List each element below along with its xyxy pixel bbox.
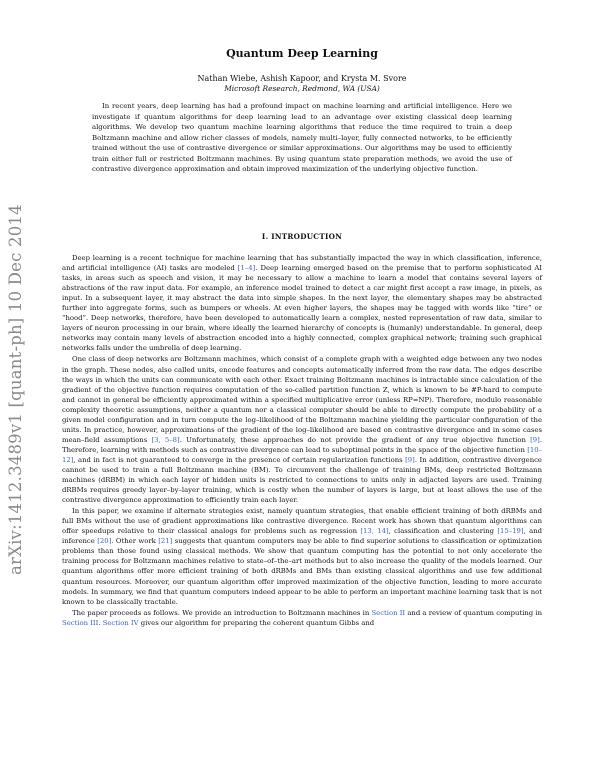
- citation-link[interactable]: [9]: [405, 455, 415, 464]
- section-link[interactable]: Section III: [62, 618, 99, 627]
- citation-link[interactable]: [20]: [97, 537, 112, 546]
- abstract: In recent years, deep learning has had a profound impact on machine learning and artificial intelligence. Here we investigate if quantum algorithms for deep learning lead to an advantage over existing classical deep learning algorithms. We develop two quantum machine learning algorithms that reduce the time required to train a deep Boltzmann machine and allow richer classes of models, namely multi–layer, fully connected networks, to be efficiently trained without the use of contrastive divergence or similar approximations. Our algorithms may be used to efficiently train either full or restricted Boltzmann machines. By using quantum state preparation methods, we avoid the use of contrastive divergence approximation and obtain improved maximization of the underlying objective function.: [92, 102, 512, 173]
- text-run: . Other work: [111, 537, 159, 546]
- citation-link[interactable]: [1–4]: [237, 264, 256, 273]
- citation-link[interactable]: [9]: [530, 435, 540, 444]
- text-run: suggests that quantum computers may be able to find superior solutions to classification or optimization problems than those found using classical methods. We show that quantum computing has the potential to not only accelerate the training process for Boltzmann machines relative to state–of–the–art methods but to also increase the quality of the models learned. Our quantum algorithms offer more efficient training of both dRBMs and BMs than existing classical algorithms and use few additional quantum resources. Moreover, our quantum algorithm offer improved maximization of the objective function, leading to more accurate models. In summary, we find that quantum computers indeed appear to be able to perform an important machine learning task that is not known to be classically tractable.: [62, 537, 542, 606]
- text-run: .: [98, 618, 103, 627]
- citation-link[interactable]: [15–19]: [497, 527, 524, 536]
- text-run: , classification and clustering: [388, 527, 498, 536]
- arxiv-identifier: arXiv:1412.3489v1 [quant-ph] 10 Dec 2014: [6, 204, 25, 576]
- text-run: In this paper, we examine if alternate strategies exist, namely quantum strategies, that enable efficient training of both dRBMs and full BMs without the use of gradient approximations like contrastive divergence. Recent work has shown that quantum algorithms can offer speedups relative to their classical analogs for problems such as regression: [62, 507, 542, 536]
- citation-link[interactable]: [3, 5–8]: [151, 435, 180, 444]
- text-run: . Therefore, learning with methods such as contrastive divergence can lead to suboptimal points in the space of the objective function: [62, 435, 542, 454]
- author-list: Nathan Wiebe, Ashish Kapoor, and Krysta M. Svore: [197, 74, 407, 83]
- paper-title: Quantum Deep Learning: [226, 47, 378, 60]
- citation-link[interactable]: [21]: [158, 537, 173, 546]
- citation-link[interactable]: [13, 14]: [360, 527, 389, 536]
- section-heading-introduction: I. INTRODUCTION: [261, 232, 343, 241]
- paragraph-3: [62, 506, 542, 606]
- introduction-body: [62, 253, 542, 629]
- text-run: Deep learning is a recent technique for machine learning that has substantially impacted the way in which classification, inference, and artificial intelligence (AI) tasks are modeled: [62, 254, 542, 273]
- affiliation: Microsoft Research, Redmond, WA (USA): [224, 84, 380, 93]
- text-run: . Unfortunately, these approaches do not provide the gradient of any true objective function: [179, 435, 531, 444]
- text-run: gives our algorithm for preparing the coherent quantum Gibbs and: [138, 618, 375, 627]
- text-run: The paper proceeds as follows. We provide an introduction to Boltzmann machines in: [72, 608, 372, 617]
- citation-link[interactable]: [10–12]: [62, 445, 542, 464]
- text-run: , and in fact is not guaranteed to converge in the presence of certain regularization functions: [73, 455, 406, 464]
- section-link[interactable]: Section IV: [102, 618, 139, 627]
- paragraph-4: [62, 608, 542, 628]
- text-run: and a review of quantum computing in: [405, 608, 542, 617]
- paragraph-1: [62, 253, 542, 353]
- text-run: One class of deep networks are Boltzmann machines, which consist of a complete graph with a weighted edge between any two nodes in the graph. These nodes, also called units, encode features and concepts automatically inferred from the raw data. The edges describe the ways in which the units can communicate with each other. Exact training Boltzmann machines is intractable since calculation of the gradient of the objective function requires computation of the so-called partition function Z, which is known to be #P-hard to compute and cannot in general be efficiently approximated within a specified multiplicative error (unless RP=NP). Therefore, modulo reasonable complexity theoretic assumptions, neither a quantum nor a classical computer should be able to directly compute the probability of a given model configuration and in turn compute the log–likelihood of the Boltzmann machine yielding the particular configuration of the units. In practice, however, approximations of the gradient of the log–likelihood are based on contrastive divergence and in some cases mean–field assumptions: [62, 355, 542, 444]
- text-run: . Deep learning emerged based on the premise that to perform sophisticated AI tasks, in areas such as speech and vision, it may be necessary to allow a machine to learn a model that contains several layers of abstractions of the raw input data. For example, an inference model trained to detect a car might first accept a raw image, in pixels, as input. In a subsequent layer, it may abstract the data into simple shapes. In the next layer, the elementary shapes may be abstracted further into aggregate forms, such as bumpers or wheels. At even higher layers, the shapes may be tagged with words like “tire” or “hood”. Deep networks, therefore, have been developed to automatically learn a complex, nested representation of raw data, similar to layers of neuron processing in our brain, where ideally the learned hierarchy of concepts is (humanly) understandable. In general, deep networks may contain many levels of abstraction encoded into a highly connected, complex graphical network; training such graphical networks falls under the umbrella of deep learning.: [62, 264, 542, 353]
- text-run: . In addition, contrastive divergence cannot be used to train a full Boltzmann machine (BM). To circumvent the challenge of training BMs, deep restricted Boltzmann machines (dRBM) in which each layer of hidden units is restricted to connections to units only in adjacted layers are used. Training dRBMs requires greedy layer–by–layer training, which is costly when the number of layers is large, but at least allows the use of the contrastive divergence approximation to efficiently train each layer.: [62, 455, 542, 505]
- text-run: , and inference: [62, 527, 542, 546]
- section-link[interactable]: Section II: [371, 608, 406, 617]
- paragraph-2: [62, 354, 542, 505]
